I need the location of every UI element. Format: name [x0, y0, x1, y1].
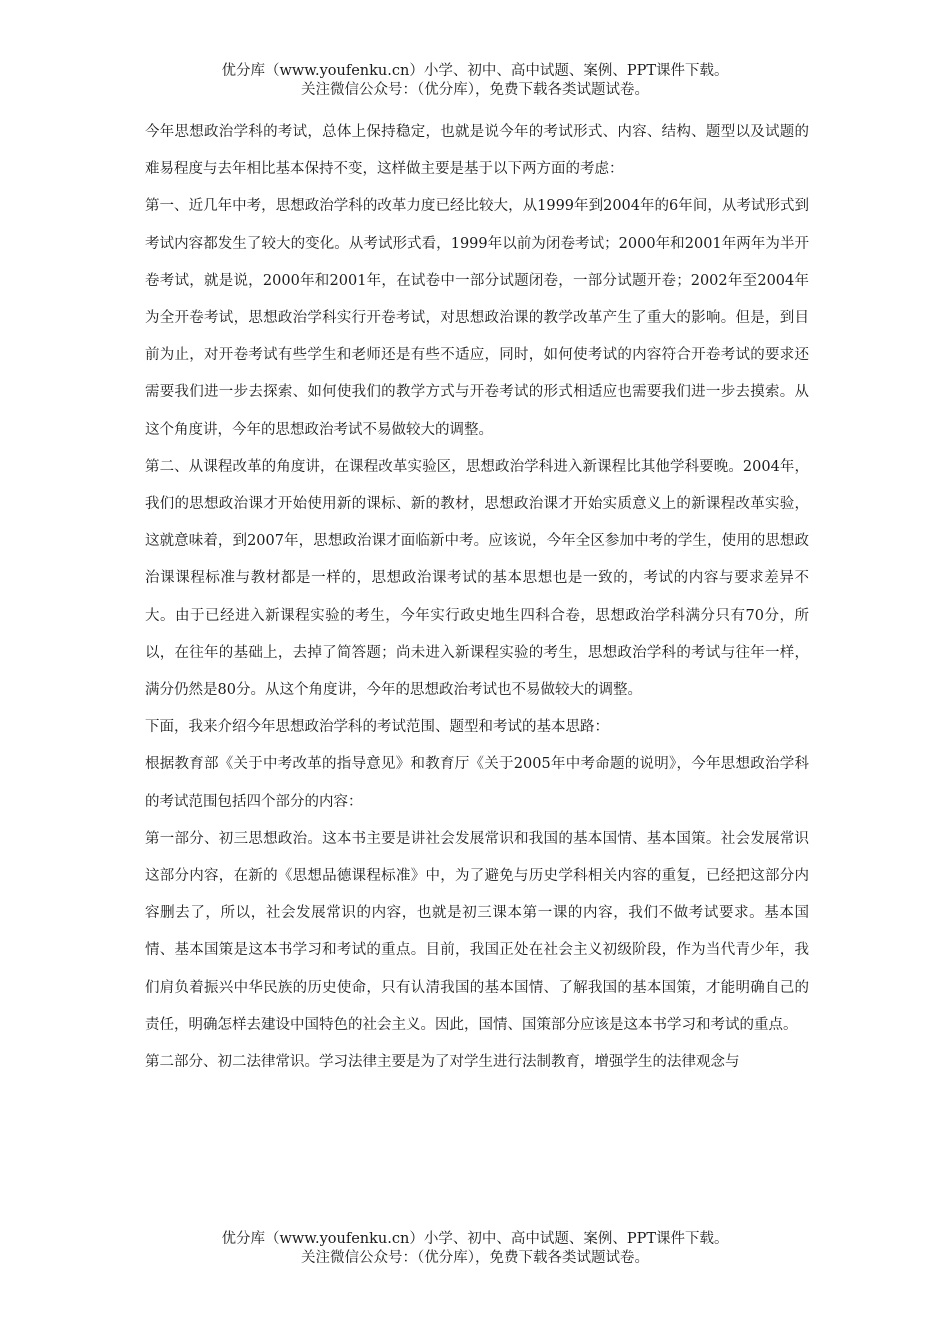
footer-line-1: 优分库（www.youfenku.cn）小学、初中、高中试题、案例、PPT课件下载。: [221, 1231, 729, 1247]
header-line-2: 关注微信公众号：（优分库），免费下载各类试题试卷。: [301, 82, 649, 98]
paragraph: 下面，我来介绍今年思想政治学科的考试范围、题型和考试的基本思路：: [145, 719, 609, 736]
document-body: [145, 114, 809, 1081]
paragraph: 根据教育部《关于中考改革的指导意见》和教育厅《关于2005年中考命题的说明》，今年思想政治学科的考试范围包括四个部分的内容：: [145, 756, 809, 810]
paragraph: 第一、近几年中考，思想政治学科的改革力度已经比较大，从1999年到2004年的6年间，从考试形式到考试内容都发生了较大的变化。从考试形式看，1999年以前为闭卷考试；2000年和2001年两年为半开卷考试，就是说，2000年和2001年，在试卷中一部分试题闭卷，一部分试题开卷；2002年至2004年为全开卷考试，思想政治学科实行开卷考试，对思想政治课的教学改革产生了重大的影响。但是，到目前为止，对开卷考试有些学生和老师还是有些不适应，同时，如何使考试的内容符合开卷考试的要求还需要我们进一步去探索、如何使我们的教学方式与开卷考试的形式相适应也需要我们进一步去摸索。从这个角度讲，今年的思想政治考试不易做较大的调整。: [145, 198, 809, 438]
paragraph: 今年思想政治学科的考试，总体上保持稳定，也就是说今年的考试形式、内容、结构、题型以及试题的难易程度与去年相比基本保持不变，这样做主要是基于以下两方面的考虑：: [145, 124, 809, 178]
page-footer: [0, 1230, 950, 1268]
footer-line-2: 关注微信公众号：（优分库），免费下载各类试题试卷。: [301, 1250, 649, 1266]
paragraph: 第一部分、初三思想政治。这本书主要是讲社会发展常识和我国的基本国情、基本国策。社会发展常识这部分内容，在新的《思想品德课程标准》中，为了避免与历史学科相关内容的重复，已经把这部分内容删去了，所以，社会发展常识的内容，也就是初三课本第一课的内容，我们不做考试要求。基本国情、基本国策是这本书学习和考试的重点。目前，我国正处在社会主义初级阶段，作为当代青少年，我们肩负着振兴中华民族的历史使命，只有认清我国的基本国情、了解我国的基本国策，才能明确自己的责任，明确怎样去建设中国特色的社会主义。因此，国情、国策部分应该是这本书学习和考试的重点。: [145, 830, 809, 1033]
paragraph: 第二部分、初二法律常识。学习法律主要是为了对学生进行法制教育，增强学生的法律观念与: [145, 1054, 740, 1071]
header-line-1: 优分库（www.youfenku.cn）小学、初中、高中试题、案例、PPT课件下载。: [221, 63, 729, 79]
page-header: [0, 62, 950, 100]
paragraph: 第二、从课程改革的角度讲，在课程改革实验区，思想政治学科进入新课程比其他学科要晚。2004年，我们的思想政治课才开始使用新的课标、新的教材，思想政治课才开始实质意义上的新课程改革实验，这就意味着，到2007年，思想政治课才面临新中考。应该说，今年全区参加中考的学生，使用的思想政治课课程标准与教材都是一样的，思想政治课考试的基本思想也是一致的，考试的内容与要求差异不大。由于已经进入新课程实验的考生，今年实行政史地生四科合卷，思想政治学科满分只有70分，所以，在往年的基础上，去掉了简答题；尚未进入新课程实验的考生，思想政治学科的考试与往年一样，满分仍然是80分。从这个角度讲，今年的思想政治考试也不易做较大的调整。: [145, 458, 809, 699]
